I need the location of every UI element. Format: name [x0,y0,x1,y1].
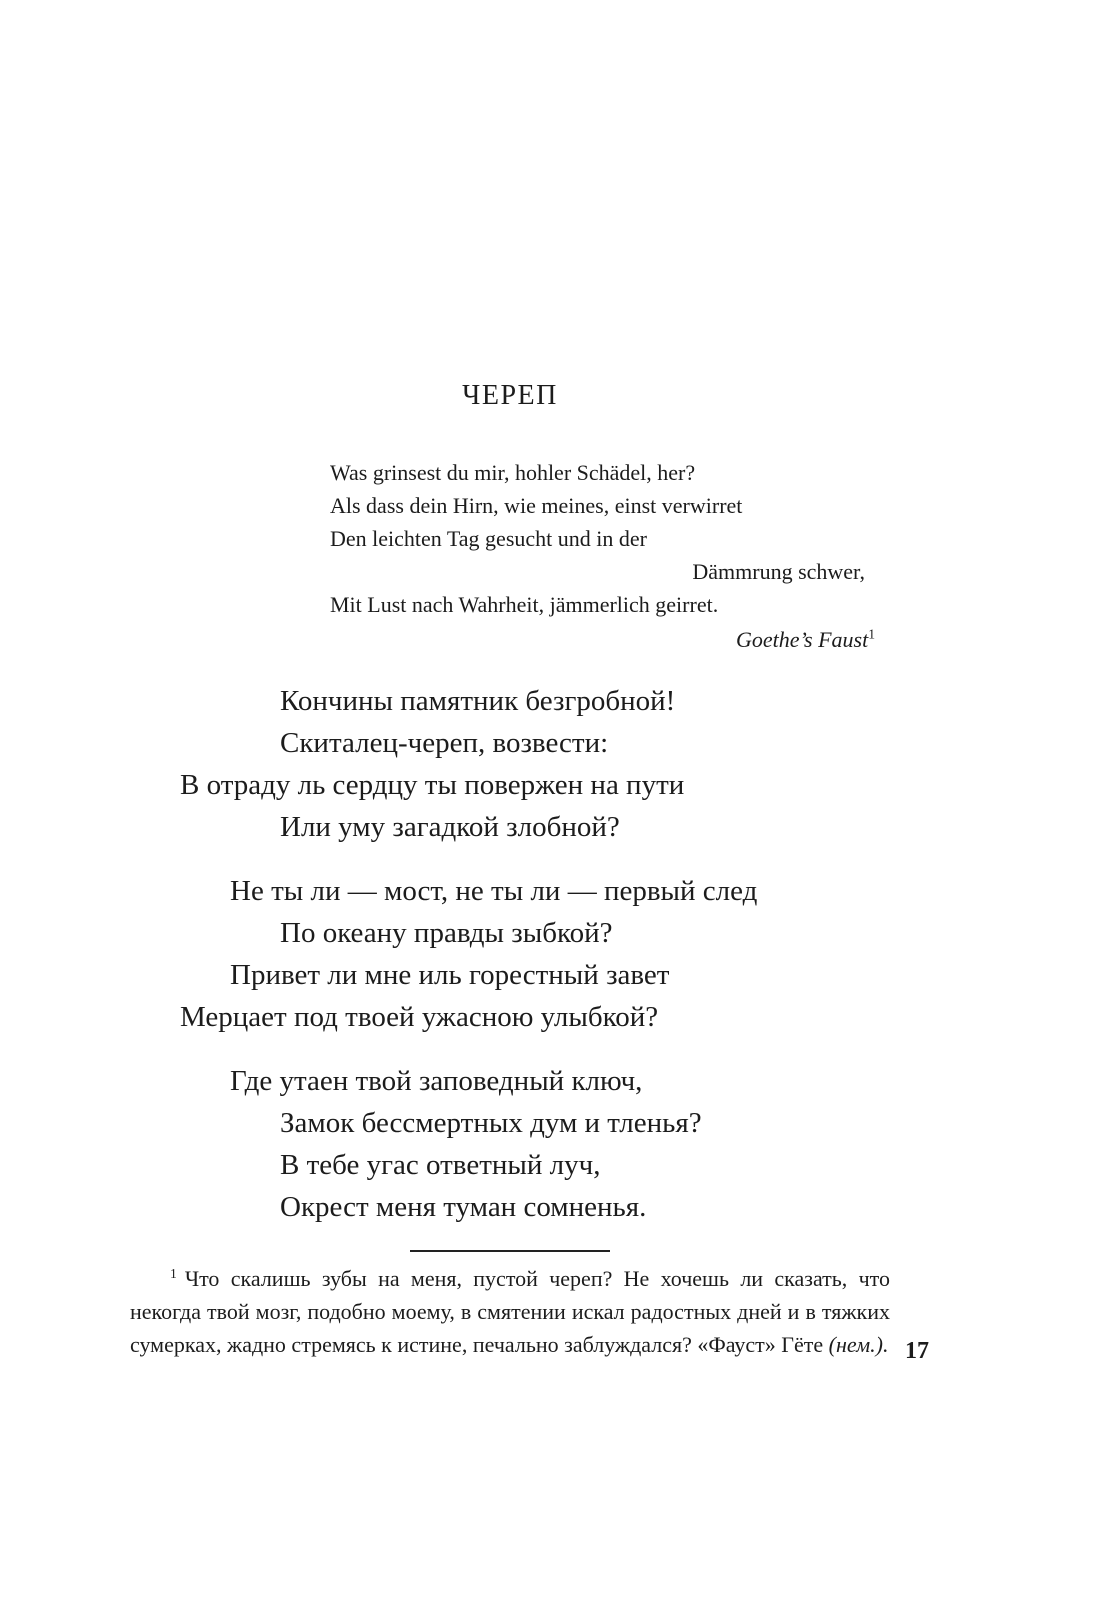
footnote-mark: 1 [170,1265,177,1281]
poem-line: В отраду ль сердцу ты повержен на пути [180,769,685,801]
poem-line: Привет ли мне иль горестный завет [230,959,670,991]
footnote-language-note: (нем.). [828,1332,889,1357]
epigraph-line: Was grinsest du mir, hohler Schädel, her? [330,460,696,485]
poem-line: Окрест меня туман сомненья. [280,1191,647,1223]
poem-line: По океану правды зыбкой? [280,917,613,949]
poem-line: Скиталец-череп, возвести: [280,727,609,759]
footnote-reference-mark: 1 [868,626,875,642]
text-block [130,0,890,1361]
epigraph-line: Mit Lust nach Wahrheit, jämmerlich geirret. [330,592,719,617]
stanza [130,870,890,1038]
epigraph-attribution [330,623,875,656]
poem-line: Не ты ли — мост, не ты ли — первый след [230,875,758,907]
epigraph-line: Den leichten Tag gesucht und in der [330,526,647,551]
poem-line: Кончины памятник безгробной! [280,685,676,717]
page-number: 17 [905,1338,929,1364]
footnote-body: Что скалишь зубы на меня, пустой череп? Не хочешь ли сказать, что некогда твой мозг, подобно моему, в смятении искал радостных дней и в тяжких сумерках, жадно стремясь к истине, печально заблуждался? «Фауст» Гёте [130,1266,890,1357]
footnote [130,1262,890,1361]
poem-line: Где утаен твой заповедный ключ, [230,1065,643,1097]
epigraph-line: Dämmrung schwer, [692,559,865,584]
attribution-text: Goethe’s Faust [735,627,869,652]
poem-line: Замок бессмертных дум и тленья? [280,1107,702,1139]
footnote-divider [410,1250,610,1252]
stanza [130,680,890,848]
epigraph-line: Als dass dein Hirn, wie meines, einst verwirret [330,493,743,518]
page-title: ЧЕРЕП [462,380,558,411]
poem [130,680,890,1228]
poem-line: В тебе угас ответный луч, [280,1149,601,1181]
epigraph [330,456,875,621]
poem-line: Мерцает под твоей ужасною улыбкой? [180,1001,659,1033]
poem-line: Или уму загадкой злобной? [280,811,620,843]
stanza [130,1060,890,1228]
